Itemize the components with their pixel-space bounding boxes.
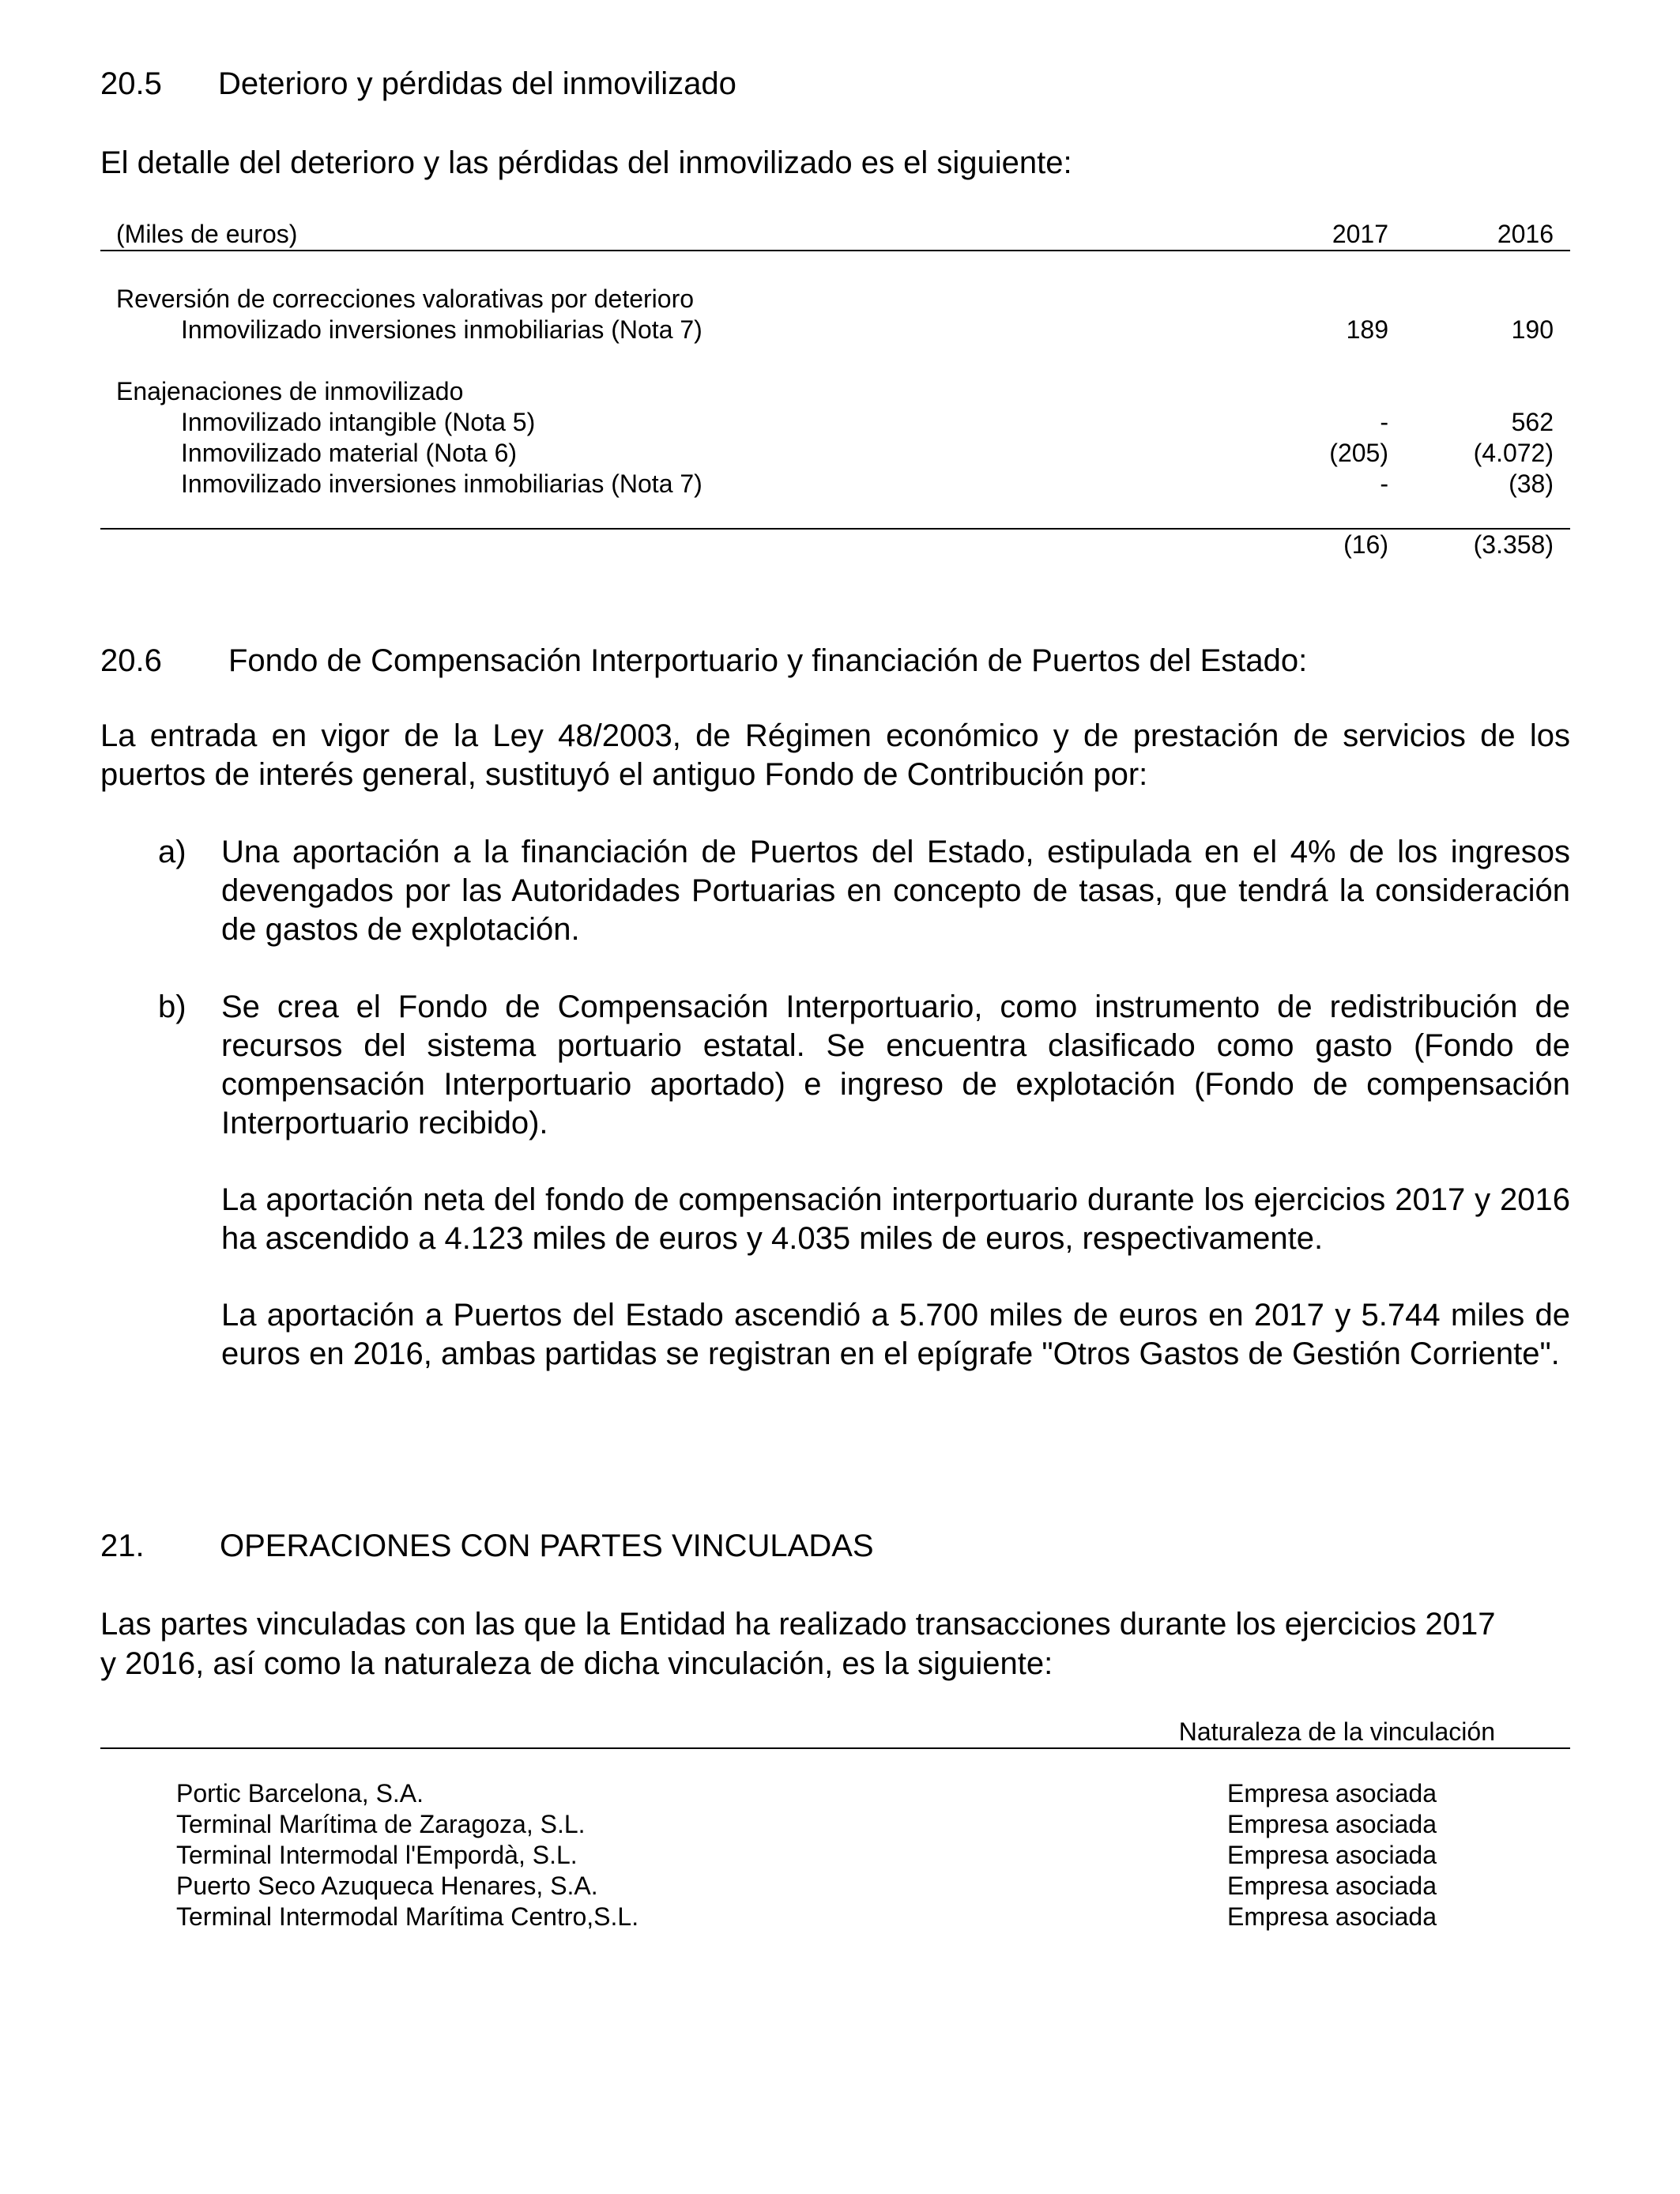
list-marker: a) (158, 835, 186, 869)
list-item-text: Se crea el Fondo de Compensación Interportuario, como instrumento de redistribución de recursos del sistema portuario estatal. Se encuentra clasificado como gasto (Fondo de compensación Interportuario aportado) e ingreso de explotación (Fondo de compensación Interportuario recibido). (221, 990, 1570, 1140)
party-name: Terminal Marítima de Zaragoza, S.L. (176, 1810, 586, 1838)
table-row (100, 314, 1570, 345)
section-number: 21. (100, 1529, 145, 1563)
paragraph: La aportación a Puertos del Estado ascendió a 5.700 miles de euros en 2017 y 5.744 miles de euros en 2016, ambas partidas se registran en el epígrafe "Otros Gastos de Gestión Corriente". (221, 1298, 1570, 1371)
paragraph: La aportación neta del fondo de compensación interportuario durante los ejercicios 2017 y 2016 ha ascendido a 4.123 miles de euros y 4.035 miles de euros, respectivamente. (221, 1182, 1570, 1256)
list-marker: b) (158, 990, 186, 1024)
table-row (100, 468, 1570, 499)
party-name: Puerto Seco Azuqueca Henares, S.A. (176, 1872, 598, 1900)
value-2017: - (1380, 408, 1388, 436)
value-2016: 190 (1511, 315, 1554, 344)
table-row (100, 437, 1570, 469)
section-number: 20.5 (100, 66, 162, 101)
party-nature: Empresa asociada (1226, 1810, 1437, 1838)
value-2017: (205) (1329, 439, 1388, 467)
table-total-row (100, 529, 1570, 560)
table-row (100, 1871, 1570, 1902)
section-title: Deterioro y pérdidas del inmovilizado (218, 66, 736, 101)
group-label: Enajenaciones de inmovilizado (116, 377, 464, 405)
value-2017: 189 (1346, 315, 1388, 344)
table-header-rule (100, 1747, 1570, 1749)
column-header-2016: 2016 (1497, 220, 1554, 248)
table-header-row (100, 1717, 1570, 1747)
row-label: Inmovilizado intangible (Nota 5) (181, 408, 536, 436)
section-intro: La entrada en vigor de la Ley 48/2003, de Régimen económico y de prestación de servicios de los puertos de interés general, sustituyó el antiguo Fondo de Contribución por: (100, 718, 1570, 792)
list-item-text: Una aportación a la financiación de Puertos del Estado, estipulada en el 4% de los ingresos devengados por las Autoridades Portuarias en concepto de tasas, que tendrá la consideración de gastos de explotación. (221, 835, 1570, 947)
value-2016: 562 (1511, 408, 1554, 436)
table-row (100, 1840, 1570, 1871)
row-label: Inmovilizado material (Nota 6) (181, 439, 518, 467)
party-nature: Empresa asociada (1226, 1841, 1437, 1869)
value-2016: (38) (1509, 469, 1554, 498)
table-row (100, 1778, 1570, 1809)
table-row (100, 1809, 1570, 1840)
party-name: Portic Barcelona, S.A. (176, 1779, 424, 1808)
value-2016: (4.072) (1473, 439, 1554, 467)
table-header-row (100, 218, 1570, 250)
table-group-label (100, 375, 1570, 407)
table-unit-label: (Miles de euros) (116, 220, 298, 248)
row-label: Inmovilizado inversiones inmobiliarias (Nota 7) (181, 469, 703, 498)
table-group-label (100, 283, 1570, 315)
party-nature: Empresa asociada (1226, 1872, 1437, 1900)
section-title: Fondo de Compensación Interportuario y financiación de Puertos del Estado: (228, 643, 1308, 678)
row-label: Inmovilizado inversiones inmobiliarias (Nota 7) (181, 315, 703, 344)
section-number: 20.6 (100, 643, 162, 678)
value-2017: - (1380, 469, 1388, 498)
total-2017: (16) (1343, 530, 1388, 559)
party-name: Terminal Intermodal Marítima Centro,S.L. (176, 1902, 639, 1931)
party-nature: Empresa asociada (1226, 1779, 1437, 1808)
table-row (100, 406, 1570, 438)
total-2016: (3.358) (1473, 530, 1554, 559)
group-label: Reversión de correcciones valorativas por deterioro (116, 285, 695, 313)
section-intro: Las partes vinculadas con las que la Entidad ha realizado transacciones durante los ejercicios 2017 y 2016, así como la naturaleza de dicha vinculación, es la siguiente: (100, 1607, 1496, 1681)
party-name: Terminal Intermodal l'Empordà, S.L. (176, 1841, 578, 1869)
column-header-2017: 2017 (1332, 220, 1388, 248)
column-header-nature: Naturaleza de la vinculación (1178, 1717, 1495, 1746)
table-row (100, 1902, 1570, 1932)
section-title: OPERACIONES CON PARTES VINCULADAS (220, 1529, 874, 1563)
party-nature: Empresa asociada (1226, 1902, 1437, 1931)
table-header-rule (100, 250, 1570, 251)
section-intro: El detalle del deterioro y las pérdidas del inmovilizado es el siguiente: (100, 145, 1072, 180)
table-total-rule (100, 528, 1570, 530)
